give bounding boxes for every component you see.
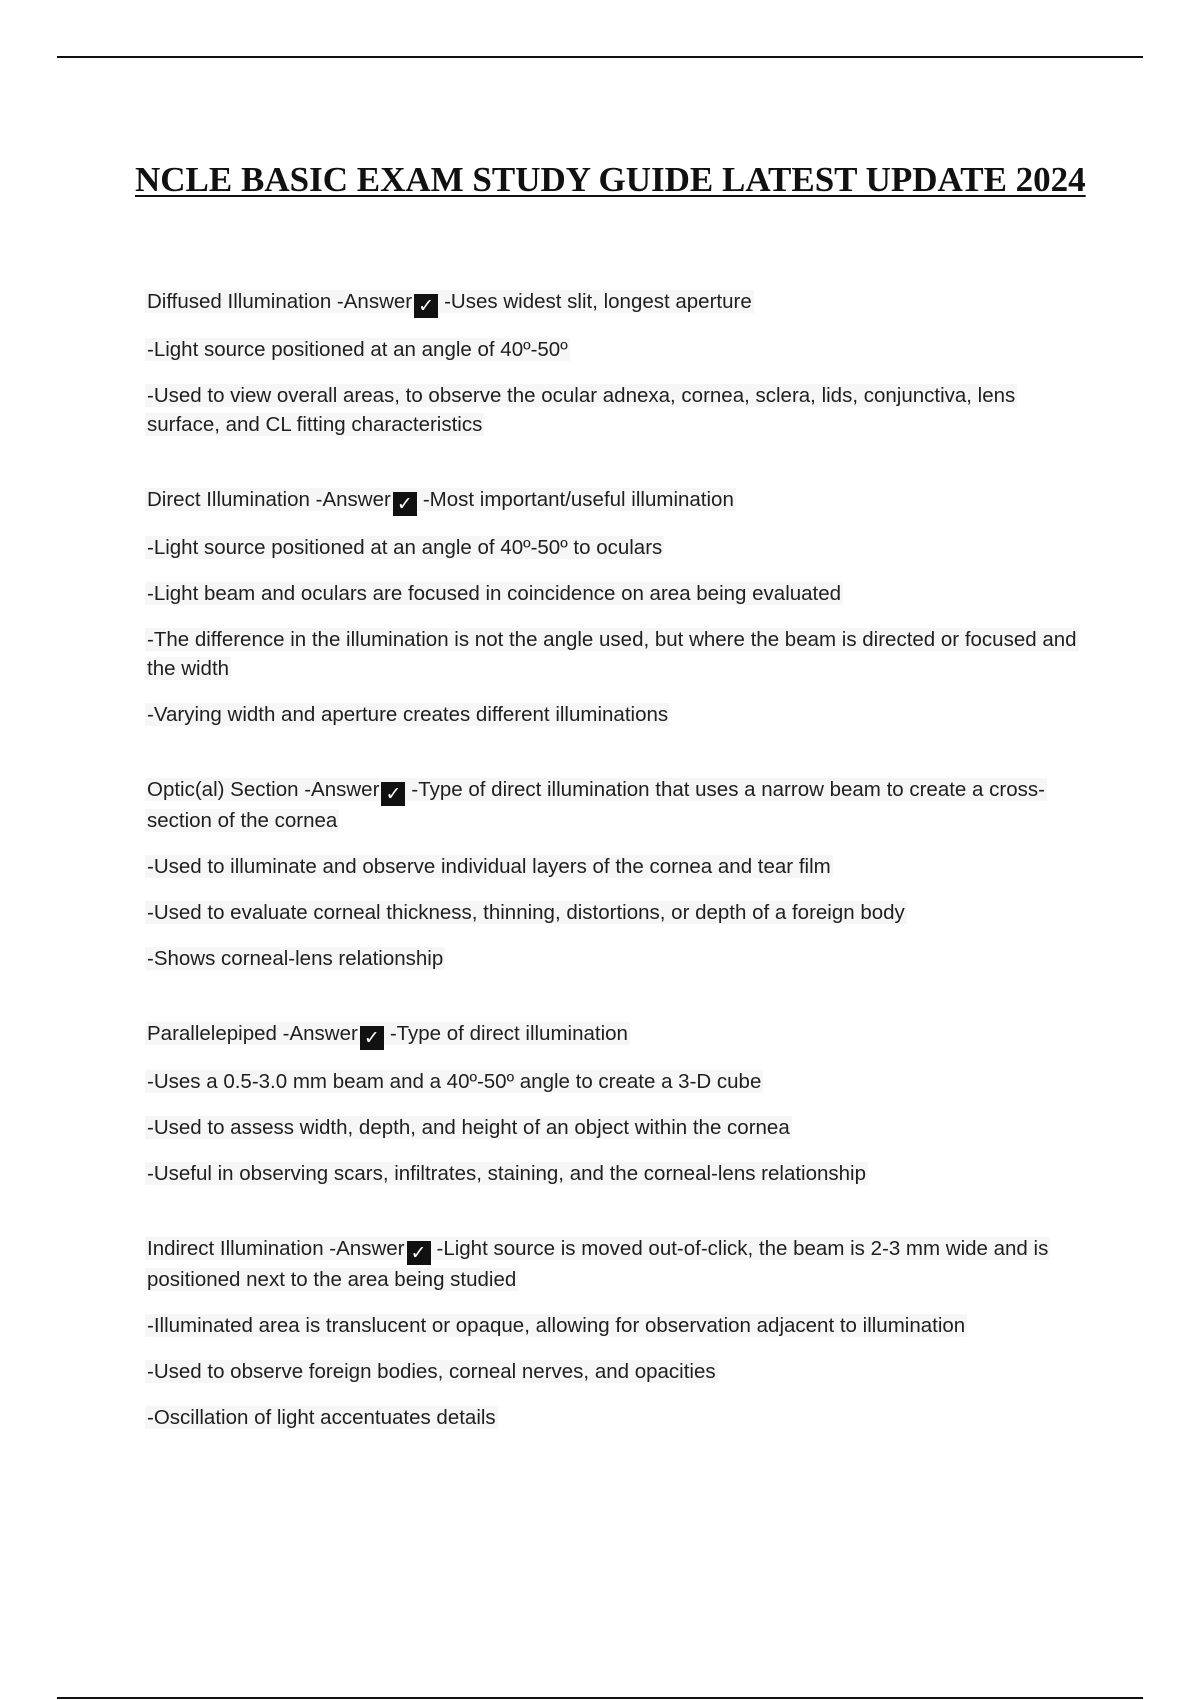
detail-line: -Light source positioned at an angle of 40º-50º to oculars [147, 536, 663, 559]
checkmark-icon: ✓ [407, 1241, 431, 1265]
term-text: Diffused Illumination -Answer [147, 290, 413, 313]
detail-line: -Light source positioned at an angle of 40º-50º [147, 338, 568, 361]
entry-question [145, 1019, 1085, 1050]
answer-text: -Most important/useful illumination [422, 488, 734, 511]
entry-question [145, 775, 1085, 835]
study-guide-content [145, 287, 1085, 1478]
entry-question [145, 1234, 1085, 1294]
answer-text: -Uses widest slit, longest aperture [444, 290, 752, 313]
detail-line: -Shows corneal-lens relationship [147, 947, 444, 970]
entry-optical-section [145, 775, 1085, 973]
detail-line: -The difference in the illumination is not the angle used, but where the beam is directed or focused and the width [147, 628, 1077, 680]
checkmark-icon: ✓ [381, 782, 405, 806]
detail-line: -Oscillation of light accentuates details [147, 1406, 496, 1429]
entry-parallelepiped [145, 1019, 1085, 1188]
footer-rule [57, 1697, 1143, 1699]
detail-line: -Used to view overall areas, to observe the ocular adnexa, cornea, sclera, lids, conjunctiva, lens surface, and CL fitting characteristics [147, 384, 1016, 436]
detail-line: -Uses a 0.5-3.0 mm beam and a 40º-50º angle to create a 3-D cube [147, 1070, 762, 1093]
document-title: NCLE BASIC EXAM STUDY GUIDE LATEST UPDATE 2024 [135, 160, 1086, 199]
detail-line: -Used to evaluate corneal thickness, thinning, distortions, or depth of a foreign body [147, 901, 905, 924]
entry-diffused-illumination [145, 287, 1085, 439]
answer-text: -Light source is moved out-of-click, the beam is 2-3 mm wide and is positioned next to the area being studied [147, 1237, 1049, 1291]
detail-line: -Illuminated area is translucent or opaque, allowing for observation adjacent to illumination [147, 1314, 966, 1337]
checkmark-icon: ✓ [393, 492, 417, 516]
checkmark-icon: ✓ [360, 1026, 384, 1050]
term-text: Parallelepiped -Answer [147, 1022, 358, 1045]
detail-line: -Used to observe foreign bodies, corneal nerves, and opacities [147, 1360, 716, 1383]
answer-text: -Type of direct illumination [389, 1022, 628, 1045]
term-text: Optic(al) Section -Answer [147, 778, 380, 801]
answer-text: -Type of direct illumination that uses a narrow beam to create a cross-section of the cornea [147, 778, 1045, 832]
entry-question [145, 287, 1085, 318]
term-text: Indirect Illumination -Answer [147, 1237, 405, 1260]
header-rule [57, 56, 1143, 58]
checkmark-icon: ✓ [414, 294, 438, 318]
detail-line: -Used to illuminate and observe individual layers of the cornea and tear film [147, 855, 831, 878]
entry-indirect-illumination [145, 1234, 1085, 1432]
entry-question [145, 485, 1085, 516]
entry-direct-illumination [145, 485, 1085, 729]
term-text: Direct Illumination -Answer [147, 488, 391, 511]
detail-line: -Used to assess width, depth, and height of an object within the cornea [147, 1116, 790, 1139]
detail-line: -Varying width and aperture creates different illuminations [147, 703, 669, 726]
detail-line: -Light beam and oculars are focused in coincidence on area being evaluated [147, 582, 842, 605]
detail-line: -Useful in observing scars, infiltrates, staining, and the corneal-lens relationship [147, 1162, 867, 1185]
